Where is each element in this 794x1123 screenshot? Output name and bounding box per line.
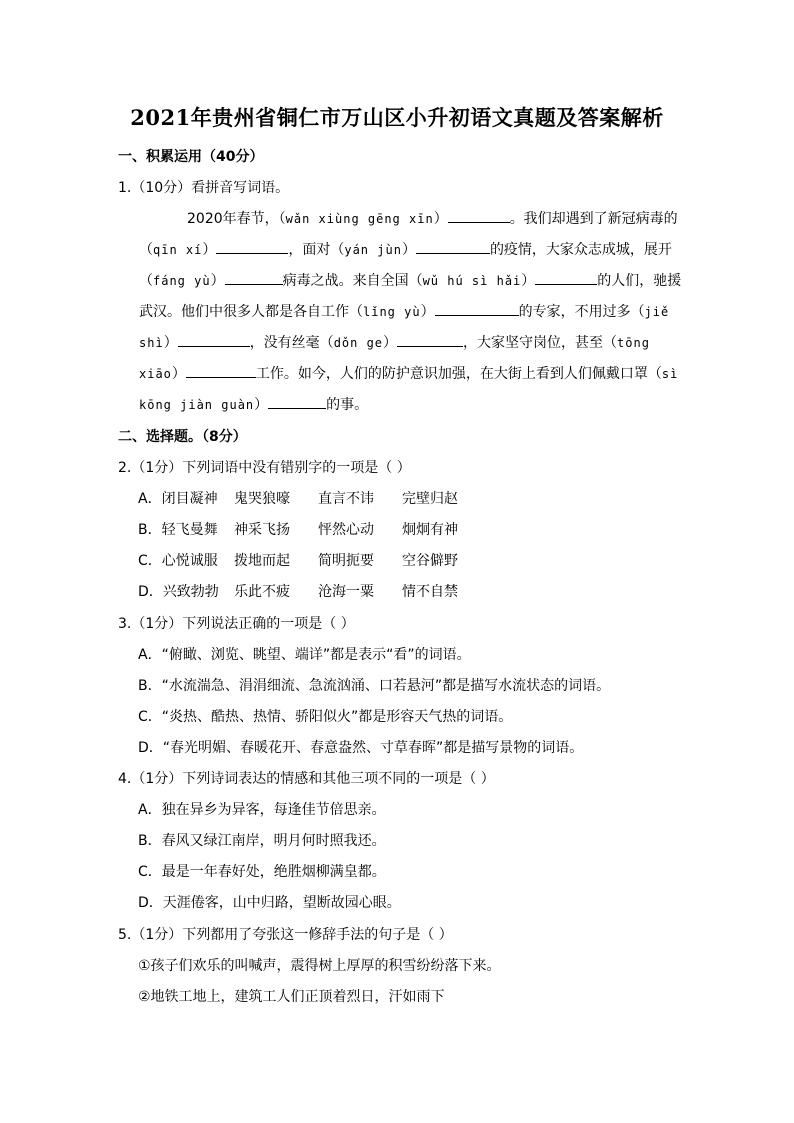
question-2-option-a[interactable]: A．闭目凝神 鬼哭狼嚎 直言不讳 完壁归赵: [138, 491, 458, 507]
page-title: 2021年贵州省铜仁市万山区小升初语文真题及答案解析: [130, 105, 664, 130]
passage-line: 2020年春节，（wǎn xiùng gēng xīn） 。我们却遇到了新冠病毒的: [187, 208, 678, 228]
question-4-option-d[interactable]: D．天涯倦客，山中归路，望断故园心眼。: [138, 895, 401, 911]
question-3-option-b[interactable]: B．“水流湍急、涓涓细流、急流汹涌、口若悬河”都是描写水流状态的词语。: [138, 678, 611, 694]
passage-line: 武汉。他们中很多人都是各自工作（lǐng yù） 的专家，不用过多（jiě: [139, 301, 669, 321]
question-3-stem: 3.（1分）下列说法正确的一项是（ ）: [118, 616, 355, 632]
question-2-option-c[interactable]: C．心悦诚服 拨地而起 简明扼要 空谷僻野: [138, 553, 458, 569]
section-heading-2: 二、选择题。（8分）: [118, 429, 247, 445]
question-4-option-b[interactable]: B．春风又绿江南岸，明月何时照我还。: [138, 833, 386, 849]
passage-line: xiāo） 工作。如今，人们的防护意识加强，在大街上看到人们佩戴口罩（sì: [139, 363, 678, 383]
section-heading-1: 一、积累运用（40分）: [118, 149, 264, 165]
passage-line: kōng jiàn guàn） 的事。: [139, 394, 368, 414]
answer-blank[interactable]: [435, 301, 519, 316]
answer-blank[interactable]: [416, 239, 490, 254]
answer-blank[interactable]: [225, 270, 283, 285]
passage-line: （qīn xí） ，面对（yán jùn） 的疫情，大家众志成城，展开: [139, 239, 672, 259]
question-5-item-1: ①孩子们欢乐的叫喊声，震得树上厚厚的积雪纷纷落下来。: [138, 958, 501, 974]
answer-blank[interactable]: [178, 332, 250, 347]
answer-blank[interactable]: [268, 394, 326, 409]
question-4-stem: 4.（1分）下列诗词表达的情感和其他三项不同的一项是（ ）: [118, 771, 495, 787]
question-4-option-c[interactable]: C．最是一年春好处，绝胜烟柳满皇都。: [138, 864, 386, 880]
question-5-item-2: ②地铁工地上，建筑工人们正顶着烈日，汗如雨下: [138, 989, 445, 1005]
question-2-stem: 2.（1分）下列词语中没有错别字的一项是（ ）: [118, 460, 411, 476]
answer-blank[interactable]: [397, 332, 463, 347]
question-5-stem: 5.（1分）下列都用了夸张这一修辞手法的句子是（ ）: [118, 927, 453, 943]
passage-line: （fáng yù） 病毒之战。来自全国（wǔ hú sì hǎi） 的人们，驰援: [139, 270, 681, 290]
question-3-option-d[interactable]: D．“春光明媚、春暖花开、春意盎然、寸草春晖”都是描写景物的词语。: [138, 740, 584, 756]
answer-blank[interactable]: [186, 363, 256, 378]
question-2-option-b[interactable]: B．轻飞曼舞 神采飞扬 怦然心动 炯炯有神: [138, 522, 458, 538]
answer-blank[interactable]: [535, 270, 597, 285]
question-2-option-d[interactable]: D．兴致勃勃 乐此不疲 沧海一粟 情不自禁: [138, 584, 458, 600]
question-3-option-a[interactable]: A．“俯瞰、浏览、眺望、端详”都是表示“看”的词语。: [138, 647, 471, 663]
question-4-option-a[interactable]: A．独在异乡为异客，每逢佳节倍思亲。: [138, 802, 386, 818]
question-3-option-c[interactable]: C．“炎热、酷热、热情、骄阳似火”都是形容天气热的词语。: [138, 709, 513, 725]
question-1-stem: 1.（10分）看拼音写词语。: [118, 180, 290, 196]
answer-blank[interactable]: [448, 208, 510, 223]
passage-line: shì） ，没有丝毫（dǒn ge） ，大家坚守岗位，甚至（tōng: [139, 332, 650, 352]
answer-blank[interactable]: [216, 239, 288, 254]
